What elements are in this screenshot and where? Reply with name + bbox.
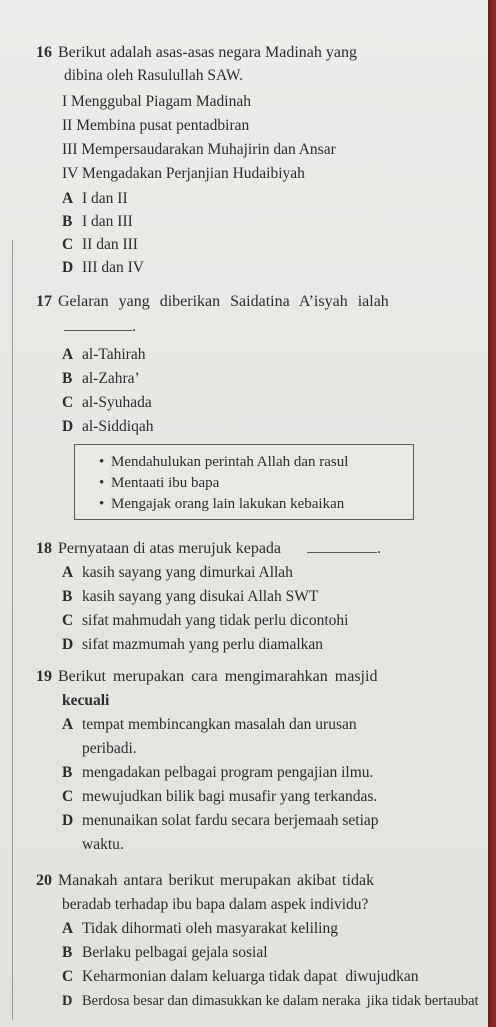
q18-number: 18 <box>36 540 52 557</box>
option-text: al-Siddiqah <box>82 418 154 435</box>
q18-option-d[interactable] <box>62 636 323 654</box>
q16-stem-line1 <box>36 44 357 62</box>
option-text: kasih sayang yang disukai Allah SWT <box>82 588 319 605</box>
option-text: sifat mazmumah yang perlu diamalkan <box>82 636 324 653</box>
q16-option-b[interactable] <box>62 213 133 231</box>
option-letter: D <box>62 993 73 1009</box>
option-text: mengadakan pelbagai program pengajian ilmu. <box>82 764 374 781</box>
q19-option-b[interactable] <box>62 764 373 782</box>
q16-item-4: IV Mengadakan Perjanjian Hudaibiyah <box>62 165 305 182</box>
q20-number: 20 <box>36 872 52 889</box>
option-letter: C <box>62 788 74 805</box>
q20-option-a[interactable] <box>62 920 338 938</box>
option-letter: A <box>62 564 74 581</box>
option-letter: B <box>62 588 73 605</box>
option-text: sifat mahmudah yang tidak perlu dicontohi <box>82 612 349 629</box>
option-letter: B <box>62 764 73 781</box>
q20-stem-line1 <box>36 872 374 890</box>
option-text: Berlaku pelbagai gejala sosial <box>82 944 268 961</box>
q20-stem-text: Manakah antara berikut merupakan akibat tidak <box>58 872 375 889</box>
q17-number: 17 <box>36 293 52 310</box>
q20-option-c[interactable] <box>62 968 419 986</box>
q19-option-d[interactable] <box>62 812 379 830</box>
option-letter: B <box>62 944 73 961</box>
q18-answer-blank <box>307 552 377 553</box>
option-letter: D <box>62 812 74 829</box>
option-text: Berdosa besar dan dimasukkan ke dalam neraka <box>82 993 361 1009</box>
option-letter: D <box>62 418 74 435</box>
option-letter: D <box>62 259 74 276</box>
option-letter: C <box>62 236 74 253</box>
option-text: I dan III <box>82 213 133 230</box>
q18-stem-text: Pernyataan di atas merujuk kepada <box>58 540 282 557</box>
q18-stem: 18 Pernyataan di atas merujuk kepada . <box>36 540 382 557</box>
option-text: mewujudkan bilik bagi musafir yang terkandas. <box>82 788 378 805</box>
option-letter: A <box>62 920 74 937</box>
q19-option-a[interactable] <box>62 716 357 734</box>
q18-option-a[interactable] <box>62 564 293 582</box>
option-letter: A <box>62 190 74 207</box>
option-letter: C <box>62 612 74 629</box>
option-letter: A <box>62 346 74 363</box>
q18-option-c[interactable] <box>62 612 348 630</box>
q16-option-d[interactable] <box>62 259 144 277</box>
statement-bullet-1: • Mendahulukan perintah Allah dan rasul <box>111 453 348 471</box>
q19-option-c[interactable] <box>62 788 377 806</box>
statement-bullet-2: • Mentaati ibu bapa <box>111 474 219 492</box>
option-text: Tidak dihormati oleh masyarakat keliling <box>82 920 338 937</box>
q16-item-3: III Mempersaudarakan Muhajirin dan Ansar <box>62 141 336 158</box>
option-text: II dan III <box>82 236 138 253</box>
statement-box <box>74 444 414 520</box>
q19-stem-text: Berikut merupakan cara mengimarahkan masjid <box>58 668 378 685</box>
statement-bullet-3: • Mengajak orang lain lakukan kebaikan <box>111 495 344 513</box>
option-text: al-Syuhada <box>82 394 152 411</box>
option-text-cont: diwujudkan <box>345 968 419 985</box>
option-text: al-Zahra’ <box>82 370 140 387</box>
q19-option-a-cont: peribadi. <box>82 740 137 757</box>
q17-answer-blank: . <box>64 318 136 336</box>
q16-stem-text: Berikut adalah asas-asas negara Madinah yang <box>58 44 357 61</box>
q16-stem-line2: dibina oleh Rasulullah SAW. <box>64 67 244 84</box>
option-text: tempat membincangkan masalah dan urusan <box>82 716 357 733</box>
option-text: kasih sayang yang dimurkai Allah <box>82 564 293 581</box>
q20-stem-line2: beradab terhadap ibu bapa dalam aspek individu? <box>62 896 369 913</box>
q16-item-1: I Menggubal Piagam Madinah <box>62 93 251 110</box>
q20-option-b[interactable] <box>62 944 268 962</box>
q19-option-d-cont: waktu. <box>82 836 124 853</box>
q16-number: 16 <box>36 44 52 61</box>
q19-number: 19 <box>36 668 52 685</box>
option-letter: B <box>62 213 73 230</box>
q17-option-b[interactable] <box>62 370 140 388</box>
q16-item-2: II Membina pusat pentadbiran <box>62 117 250 134</box>
q18-option-b[interactable] <box>62 588 318 606</box>
q20-option-d[interactable] <box>62 992 479 1010</box>
option-letter: A <box>62 716 74 733</box>
option-letter: B <box>62 370 73 387</box>
q19-stem-emphasis: kecuali <box>62 692 110 709</box>
q17-stem-text: Gelaran yang diberikan Saidatina A’isyah ialah <box>58 293 389 310</box>
option-letter: C <box>62 968 74 985</box>
option-text: al-Tahirah <box>82 346 146 363</box>
margin-rule <box>12 240 13 1020</box>
option-letter: D <box>62 636 74 653</box>
q17-option-a[interactable] <box>62 346 145 364</box>
q16-option-a[interactable] <box>62 190 128 208</box>
q17-stem <box>36 293 389 311</box>
option-text: menunaikan solat fardu secara berjemaah setiap <box>82 812 379 829</box>
option-text-cont: jika tidak bertaubat <box>366 993 479 1009</box>
option-text: Keharmonian dalam keluarga tidak dapat <box>82 968 338 985</box>
option-letter: C <box>62 394 74 411</box>
option-text: III dan IV <box>82 259 144 276</box>
option-text: I dan II <box>82 190 128 207</box>
q19-stem <box>36 668 377 686</box>
q17-option-c[interactable] <box>62 394 152 412</box>
q16-option-c[interactable] <box>62 236 138 254</box>
q17-option-d[interactable] <box>62 418 153 436</box>
